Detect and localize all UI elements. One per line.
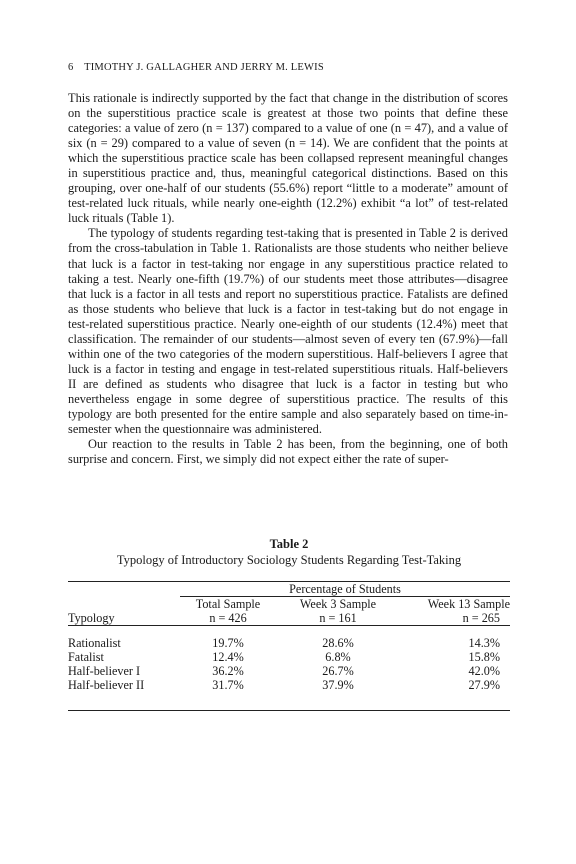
table-cell: 37.9%: [322, 678, 354, 692]
column-header: Week 13 Sample: [427, 597, 510, 611]
table-cell: 31.7%: [212, 678, 244, 692]
table-cell: 6.8%: [325, 650, 351, 664]
row-label: Fatalist: [68, 650, 104, 664]
table-cell: 28.6%: [322, 636, 354, 650]
row-label: Rationalist: [68, 636, 121, 650]
stub-header: Typology: [68, 611, 180, 626]
column-header: Total Sample: [195, 597, 261, 611]
table-header-row: [68, 611, 510, 626]
table-cell: 19.7%: [212, 636, 244, 650]
table-cell: 12.4%: [212, 650, 244, 664]
table-spanner-row: [68, 582, 510, 597]
paragraph: The typology of students regarding test-taking that is presented in Table 2 is derived from the cross-tabulation in Table 1. Rationalists are those students who neither believe that luck is a factor in test-taking nor engage in any superstitious practice related to taking a test. Nearly one-fifth (19.7%) of our students meet those attributes—disagree that luck is a factor in all tests and report no superstitious practice. Fatalists are defined as those students who believe that luck is a factor in test-taking but do not engage in test-related superstitious practice. Nearly one-eighth of our students (12.4%) meet that classification. The remainder of our students—almost seven of every ten (67.9%)—fall within one of the two categories of the modern superstitious. Half-believers I agree that luck is a factor in testing and engage in test-related superstitious rituals. Half-believers II are defined as students who disagree that luck is a factor in testing but who nevertheless engage in some degree of superstitious practice. The results of this typology are both presented for the entire sample and also separately based on time-in-semester when the questionnaire was administered.: [68, 226, 508, 437]
column-header: Week 3 Sample: [299, 597, 377, 611]
running-head-authors: TIMOTHY J. GALLAGHER AND JERRY M. LEWIS: [84, 62, 324, 73]
table-row: [68, 664, 510, 678]
body-text: [68, 91, 508, 467]
table-cell: 14.3%: [468, 636, 500, 650]
row-label: Half-believer II: [68, 678, 145, 692]
table-2: [68, 537, 510, 711]
typology-table: [68, 581, 510, 711]
table-cell: 27.9%: [468, 678, 500, 692]
table-title: Typology of Introductory Sociology Students Regarding Test-Taking: [116, 553, 462, 567]
table-cell: 36.2%: [212, 664, 244, 678]
spanner-header: Percentage of Students: [180, 582, 510, 597]
column-n: n = 426: [180, 611, 276, 626]
column-n: n = 161: [276, 611, 400, 626]
table-row: [68, 650, 510, 664]
table-cell: 15.8%: [468, 650, 500, 664]
column-n: n = 265: [400, 611, 510, 626]
paragraph: Our reaction to the results in Table 2 has been, from the beginning, one of both surprise and concern. First, we simply did not expect either the rate of super-: [68, 437, 508, 467]
paragraph: This rationale is indirectly supported by the fact that change in the distribution of scores on the superstitious practice scale is greatest at those two points that define these categories: a value of zero (n = 137) compared to a value of one (n = 47), and a value of six (n = 29) compared to a value of seven (n = 14). We are confident that the points at which the superstitious practice scale has been collapsed represent meaningful changes in superstitious practice and, thus, meaningful categorical distinctions. Based on this grouping, over one-half of our students (55.6%) report “little to a moderate” amount of test-related luck rituals, while nearly one-eighth (12.2%) exhibit “a lot” of test-related luck rituals (Table 1).: [68, 91, 508, 226]
table-row: [68, 678, 510, 711]
table-label: Table 2: [269, 537, 309, 551]
table-cell: 26.7%: [322, 664, 354, 678]
table-row: [68, 626, 510, 651]
table-cell: 42.0%: [468, 664, 500, 678]
page-number: 6: [68, 62, 74, 73]
row-label: Half-believer I: [68, 664, 141, 678]
running-head: [68, 62, 324, 73]
table-header-row: [68, 597, 510, 612]
